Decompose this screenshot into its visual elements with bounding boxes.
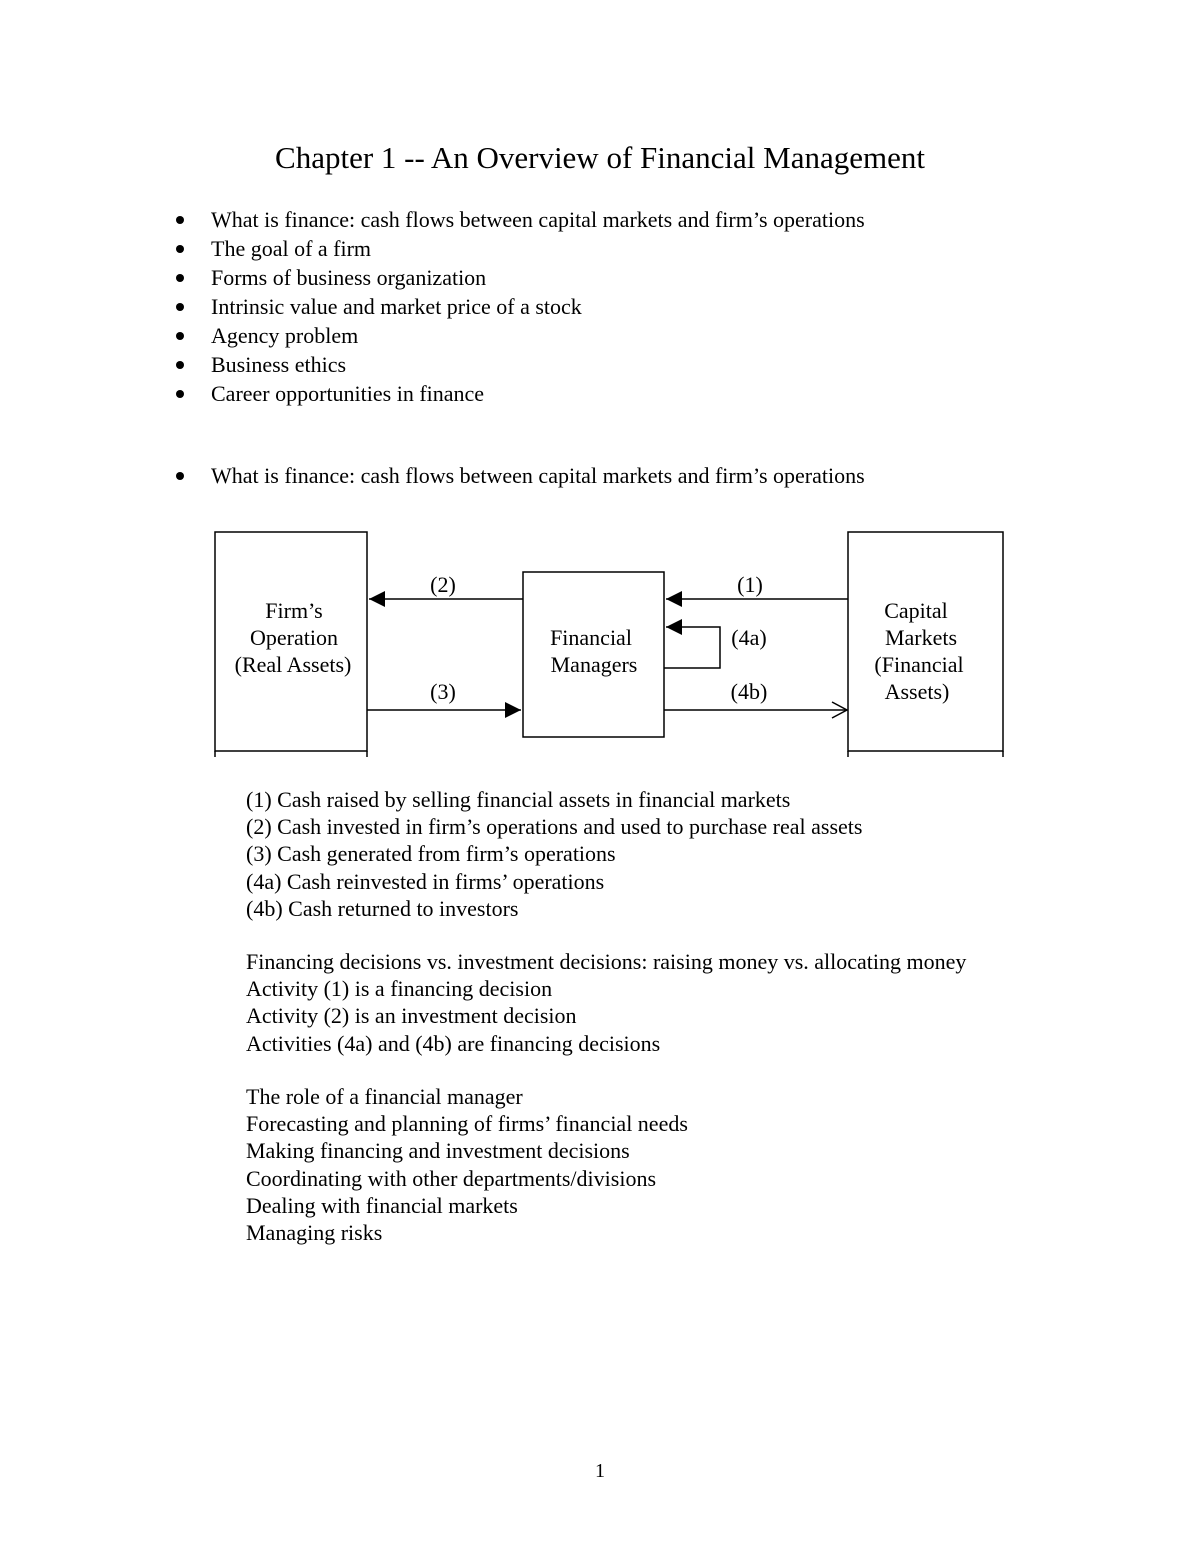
outline-item-text: Business ethics [211,352,347,377]
list-item: Activities (4a) and (4b) are financing decisions [246,1030,661,1056]
list-item: Managing risks [246,1220,383,1246]
flow-4b-arrow [664,702,847,718]
list-item: Activity (2) is an investment decision [246,1003,577,1029]
firm-box-line: Operation [250,625,338,650]
managers-box-line: Managers [550,652,638,677]
section-heading-text: What is finance: cash flows between capital markets and firm’s operations [211,463,865,488]
outline-item-text: Intrinsic value and market price of a stock [211,294,582,319]
firm-operation-box [215,532,367,757]
list-item: (4a) Cash reinvested in firms’ operations [246,868,605,894]
markets-box-line: Assets) [884,679,950,704]
list-item: Financing decisions vs. investment decisions: raising money vs. allocating money [246,949,967,974]
flow-3-label: (3) [430,679,456,704]
list-item: Coordinating with other departments/divisions [246,1165,657,1191]
markets-box-line: (Financial [874,652,964,677]
role-block [246,1083,688,1246]
outline-item-text: What is finance: cash flows between capital markets and firm’s operations [211,207,865,232]
list-item: (3) Cash generated from firm’s operations [246,841,616,867]
flow-1-label: (1) [737,572,763,597]
flow-legend [246,786,862,922]
outline-item-text: Agency problem [211,323,359,348]
list-item: Making financing and investment decisions [246,1138,630,1164]
page-title: Chapter 1 -- An Overview of Financial Management [275,140,925,175]
list-item: (4b) Cash returned to investors [246,895,519,921]
firm-box-line: (Real Assets) [234,652,352,677]
list-item: Dealing with financial markets [246,1192,518,1218]
financial-managers-box [523,572,664,737]
flow-2-label: (2) [430,572,456,597]
flow-4b-label: (4b) [730,679,768,704]
managers-box-line: Financial [550,625,632,650]
list-item: Activity (1) is a financing decision [246,976,553,1002]
list-item: The role of a financial manager [246,1084,523,1109]
list-item: (1) Cash raised by selling financial assets in financial markets [246,787,791,812]
firm-box-line: Firm’s [265,598,323,623]
markets-box-line: Markets [884,625,958,650]
capital-markets-box [848,532,1003,757]
outline-item-text: Forms of business organization [211,265,487,290]
outline-item-text: The goal of a firm [211,236,372,261]
decisions-block [246,948,966,1057]
outline-item-text: Career opportunities in finance [211,381,485,406]
list-item: (2) Cash invested in firm’s operations and used to purchase real assets [246,814,863,840]
list-item: Forecasting and planning of firms’ financial needs [246,1111,688,1137]
flow-4a-label: (4a) [731,625,767,650]
markets-box-line: Capital [884,598,948,623]
page-number: 1 [595,1460,605,1482]
flow-4a-arrow [664,627,720,668]
